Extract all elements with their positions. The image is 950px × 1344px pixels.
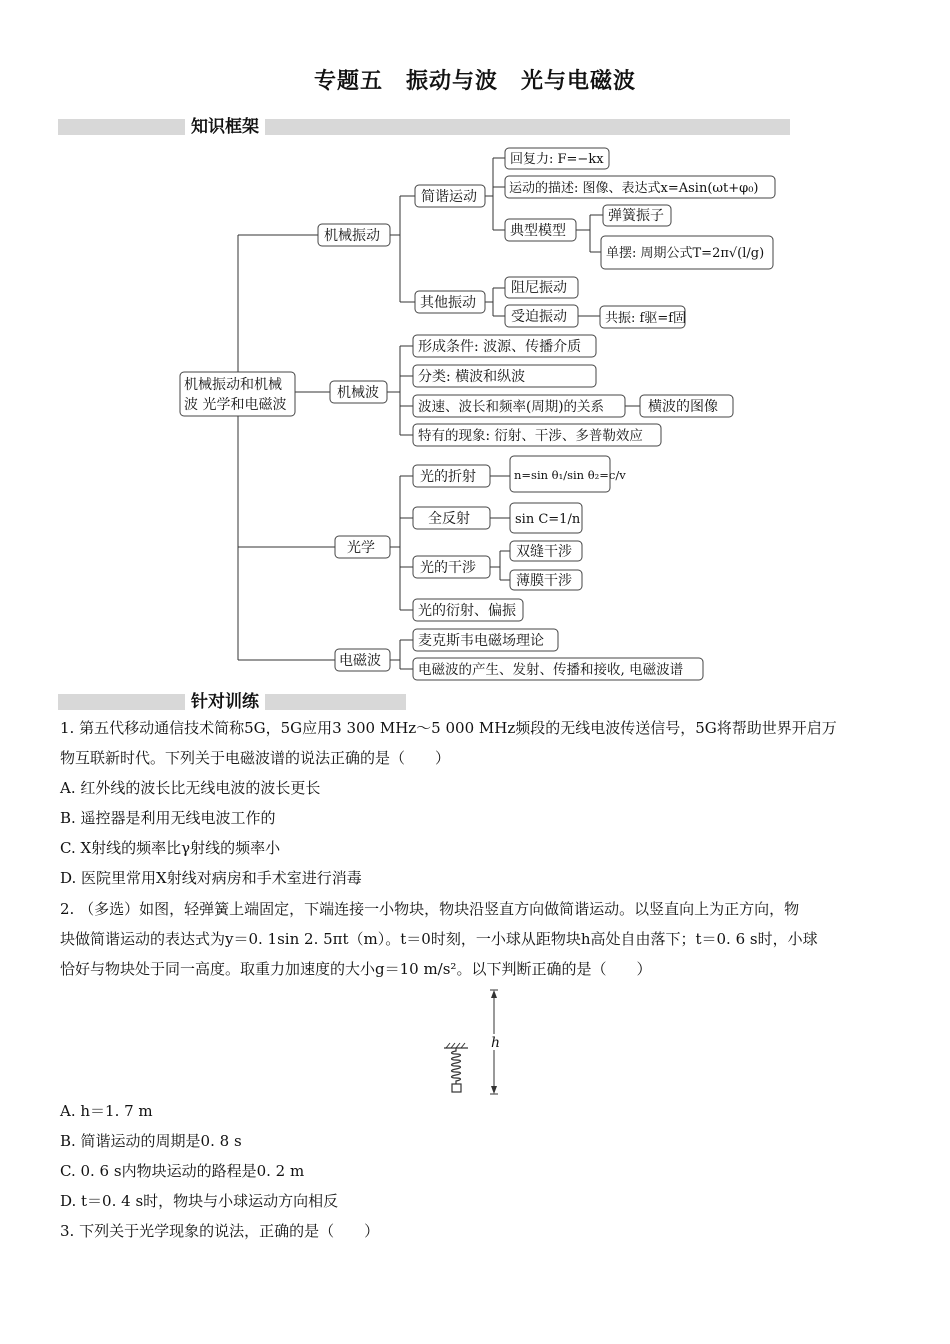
node-damped-label: 阻尼振动	[511, 280, 567, 296]
q1-line: 1. 第五代移动通信技术简称5G，5G应用3 300 MHz～5 000 MHz频段的无线电波传送信号，5G将帮助世界开启万	[60, 719, 837, 737]
page-title: 专题五 振动与波 光与电磁波	[313, 69, 636, 94]
q2-option-c: C. 0. 6 s内物块运动的路程是0. 2 m	[60, 1162, 305, 1180]
node-phenomena-label: 特有的现象: 衍射、干涉、多普勒效应	[418, 428, 643, 444]
question-2	[60, 894, 900, 984]
node-resonance-label: 共振: f驱=f固	[605, 311, 687, 326]
node-maxwell-label: 麦克斯韦电磁场理论	[418, 633, 544, 649]
node-refraction-label: 光的折射	[420, 469, 476, 485]
question-1	[60, 713, 900, 893]
node-form-label: 形成条件: 波源、传播介质	[418, 339, 582, 355]
node-relation-label: 波速、波长和频率(周期)的关系	[418, 399, 605, 415]
q2-line: 恰好与物块处于同一高度。取重力加速度的大小g＝10 m/s²。以下判断正确的是（ ）	[60, 960, 652, 978]
node-spring-label: 弹簧振子	[608, 208, 664, 224]
node-total-refl-label: 全反射	[428, 511, 470, 527]
section-bar	[58, 119, 790, 135]
node-pendulum-label: 单摆: 周期公式T=2π√(l/g)	[606, 246, 765, 261]
section-title-training: 针对训练	[185, 691, 265, 713]
node-diffraction-label: 光的衍射、偏振	[418, 603, 516, 619]
node-wave-graph-label: 横波的图像	[648, 399, 718, 415]
q1-option-c: C. X射线的频率比γ射线的频率小	[60, 839, 281, 857]
node-classify-label: 分类: 横波和纵波	[418, 369, 526, 385]
node-em-chain-label: 电磁波的产生、发射、传播和接收, 电磁波谱	[418, 662, 684, 678]
node-sinC-label: sin C=1/n	[515, 512, 581, 527]
node-restoring-label: 回复力: F=−kx	[510, 152, 604, 167]
node-double-slit-label: 双缝干涉	[516, 544, 572, 560]
q2-line: 2. （多选）如图，轻弹簧上端固定，下端连接一小物块，物块沿竖直方向做简谐运动。以竖直向上为正方向，物	[60, 900, 800, 918]
q1-option-d: D. 医院里常用X射线对病房和手术室进行消毒	[60, 869, 362, 887]
q1-line: 物互联新时代。下列关于电磁波谱的说法正确的是（ ）	[60, 749, 451, 767]
spring-block-figure	[440, 988, 520, 1098]
node-mech-wave-label: 机械波	[337, 385, 379, 401]
height-label: h	[491, 1035, 501, 1051]
node-mech-vib-label: 机械振动	[324, 228, 380, 244]
knowledge-mindmap	[0, 140, 950, 685]
node-n-formula-label: n=sin θ₁/sin θ₂=c/v	[514, 468, 626, 482]
node-shm-label: 简谐运动	[421, 189, 477, 205]
mindmap-root-line2: 波 光学和电磁波	[184, 397, 287, 413]
q2-option-d: D. t＝0. 4 s时，物块与小球运动方向相反	[60, 1192, 339, 1210]
mindmap-root-line1: 机械振动和机械	[184, 377, 282, 393]
question-2-options	[60, 1096, 900, 1246]
node-em-wave-label: 电磁波	[339, 653, 381, 669]
q2-line: 块做简谐运动的表达式为y＝0. 1sin 2. 5πt（m）。t＝0时刻，一小球从距物块h高处自由落下；t＝0. 6 s时，小球	[60, 930, 818, 948]
question-3: 3. 下列关于光学现象的说法，正确的是（ ）	[60, 1222, 380, 1240]
q2-option-a: A. h＝1. 7 m	[60, 1102, 153, 1120]
node-interference-label: 光的干涉	[420, 560, 476, 576]
node-other-vib-label: 其他振动	[420, 295, 476, 311]
q1-option-b: B. 遥控器是利用无线电波工作的	[60, 809, 276, 827]
node-typical-label: 典型模型	[510, 223, 566, 239]
node-optics-label: 光学	[347, 540, 375, 556]
node-forced-label: 受迫振动	[511, 309, 567, 325]
q1-option-a: A. 红外线的波长比无线电波的波长更长	[60, 779, 321, 797]
q2-option-b: B. 简谐运动的周期是0. 8 s	[60, 1132, 242, 1150]
spring-ceiling	[444, 1043, 468, 1048]
block	[452, 1084, 461, 1092]
section-title-framework: 知识框架	[185, 116, 265, 138]
node-motion-desc-label: 运动的描述: 图像、表达式x=Asin(ωt+φ₀)	[509, 181, 759, 196]
node-thin-film-label: 薄膜干涉	[516, 573, 572, 589]
spring-coil	[452, 1048, 461, 1084]
